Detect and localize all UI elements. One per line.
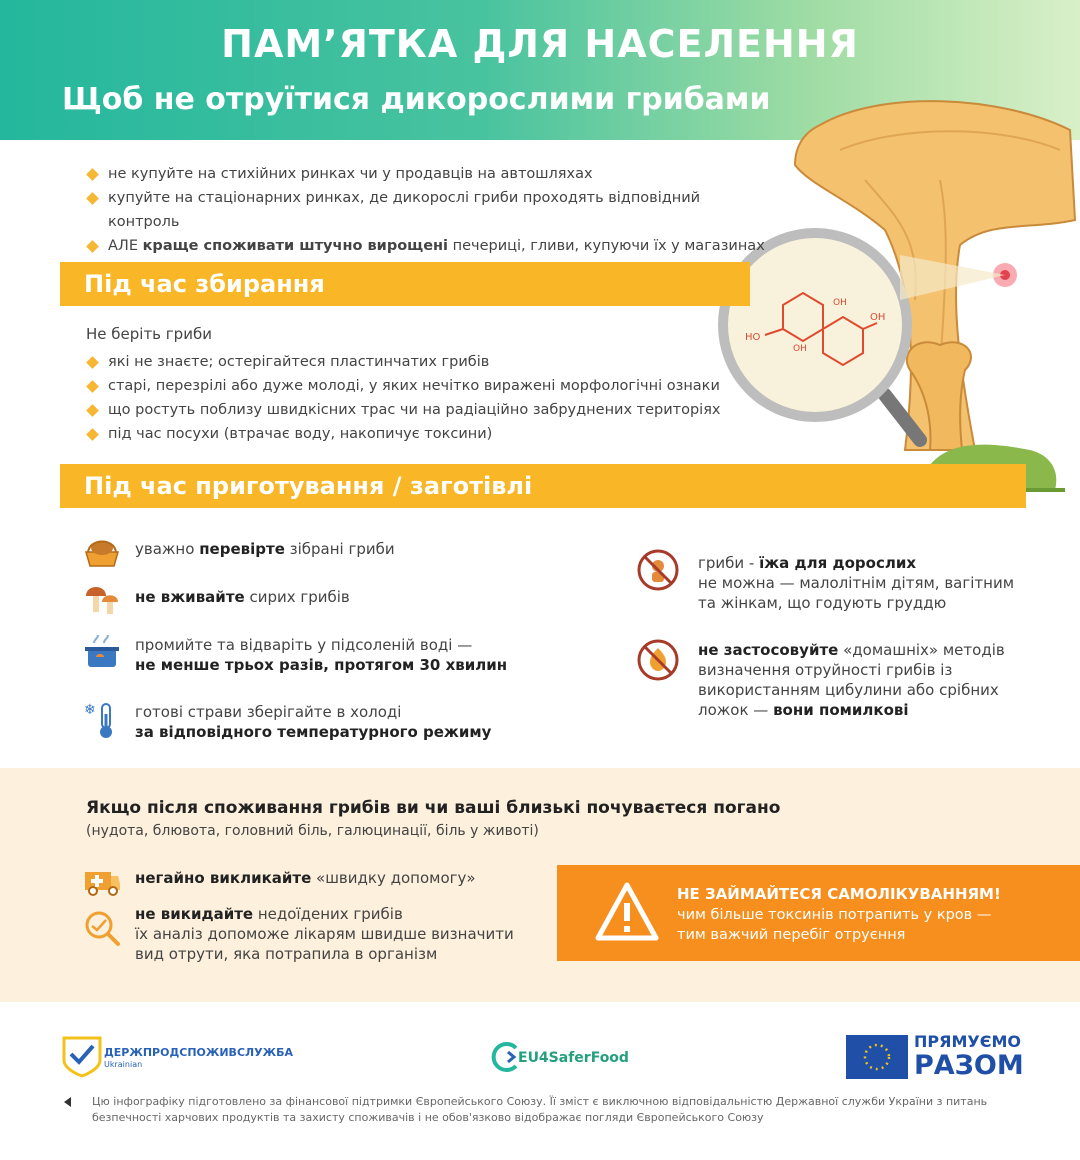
section-collecting-header: [60, 262, 750, 306]
list-item: купуйте на стаціонарних ринках, де дикорослі гриби проходять відповідний контроль: [86, 186, 766, 234]
collecting-bullet-list: [86, 350, 726, 446]
list-item: АЛЕ краще споживати штучно вирощені печериці, гливи, купуючи їх у магазинах: [86, 234, 766, 258]
dpss-logo-text: ДЕРЖПРОДСПОЖИВСЛУЖБА: [104, 1046, 293, 1059]
action-keep-leftovers: не викидайте недоїдених грибів їх аналіз допоможе лікарям швидше визначити вид отрути, яка потрапила в організм: [135, 905, 514, 963]
warning-title: НЕ ЗАЙМАЙТЕСЯ САМОЛІКУВАННЯМ!: [677, 885, 1001, 903]
list-item: які не знаєте; остерігайтеся пластинчатих грибів: [86, 350, 726, 374]
eu-disclaimer: Цю інфографіку підготовлено за фінансової підтримки Європейського Союзу. Її зміст є виключною відповідальністю Державної служби України з питань безпечності харчових продуктів та захисту споживачів і не обов'язково відображає погляди Європейського Союзу: [92, 1095, 988, 1124]
cooking-right-item-1: гриби - їжа для дорослих не можна — малолітнім дітям, вагітним та жінкам, що годують груддю: [698, 554, 1015, 612]
magnifier-beam: [900, 245, 1010, 305]
page-subtitle: Щоб не отруїтися дикорослими грибами: [62, 82, 771, 117]
dpss-logo-tag: Ukrainian: [104, 1060, 143, 1069]
collecting-lead: Не беріть гриби: [86, 325, 212, 343]
svg-text:OH: OH: [833, 298, 847, 308]
eu-slogan-line2: РАЗОМ: [914, 1050, 1024, 1081]
cooking-item-2: не вживайте сирих грибів: [135, 588, 350, 606]
no-onion-icon: [636, 638, 680, 682]
dpss-logo-shield-icon: [60, 1034, 104, 1078]
svg-text:❄: ❄: [84, 702, 96, 718]
svg-text:OH: OH: [793, 344, 807, 354]
list-item: не купуйте на стихійних ринках чи у продавців на автошляхах: [86, 162, 766, 186]
eu-slogan-line1: ПРЯМУЄМО: [914, 1032, 1021, 1051]
symptoms-list: (нудота, блювота, головний біль, галюцинації, біль у животі): [86, 823, 539, 839]
cooking-pot-icon: [82, 633, 122, 673]
list-item: старі, перезрілі або дуже молоді, у яких нечітко виражені морфологічні ознаки: [86, 374, 726, 398]
cooking-item-3: промийте та відваріть у підсоленій воді — не менше трьох разів, протягом 30 хвилин: [135, 636, 508, 674]
self-treatment-warning: [557, 865, 1080, 961]
cooking-right-item-2: не застосовуйте «домашніх» методів визначення отруйності грибів із використанням цибулини або срібних ложок — вони помилкові: [698, 641, 1005, 719]
mushroom-basket-icon: [82, 530, 122, 570]
list-item: під час посухи (втрачає воду, накопичує токсини): [86, 422, 726, 446]
list-item: що ростуть поблизу швидкісних трас чи на радіаційно забруднених територіях: [86, 398, 726, 422]
warning-triangle-icon: [595, 881, 659, 943]
cooking-item-1: уважно перевірте зібрані гриби: [135, 540, 395, 558]
warning-line-1: чим більше токсинів потрапить у кров —: [677, 907, 992, 923]
section-cooking-header: [60, 464, 1026, 508]
mushrooms-icon: [82, 578, 122, 618]
cooking-item-4: готові страви зберігайте в холоді за відповідного температурного режиму: [135, 703, 492, 741]
no-child-icon: [636, 548, 680, 592]
eu-flag-icon: [846, 1035, 908, 1079]
section-title: Під час збирання: [84, 270, 325, 298]
disclaimer-marker-icon: [62, 1096, 74, 1108]
ambulance-icon: [82, 860, 122, 900]
eu4saferfood-logo-icon: [488, 1040, 522, 1074]
section-title: Під час приготування / заготівлі: [84, 472, 533, 500]
warning-line-2: тим важчий перебіг отруєння: [677, 927, 906, 943]
symptoms-title: Якщо після споживання грибів ви чи ваші близькі почуваєтеся погано: [86, 798, 781, 818]
eu4saferfood-logo-text: EU4SaferFood: [518, 1050, 629, 1066]
svg-text:HO: HO: [745, 332, 761, 343]
intro-bullet-list: [86, 162, 766, 258]
action-call-ambulance: негайно викликайте «швидку допомогу»: [135, 869, 476, 887]
magnifier-analysis-icon: [82, 908, 122, 948]
page-title: ПАМ’ЯТКА ДЛЯ НАСЕЛЕННЯ: [221, 22, 859, 66]
svg-text:OH: OH: [870, 312, 886, 323]
thermometer-icon: [82, 700, 122, 740]
